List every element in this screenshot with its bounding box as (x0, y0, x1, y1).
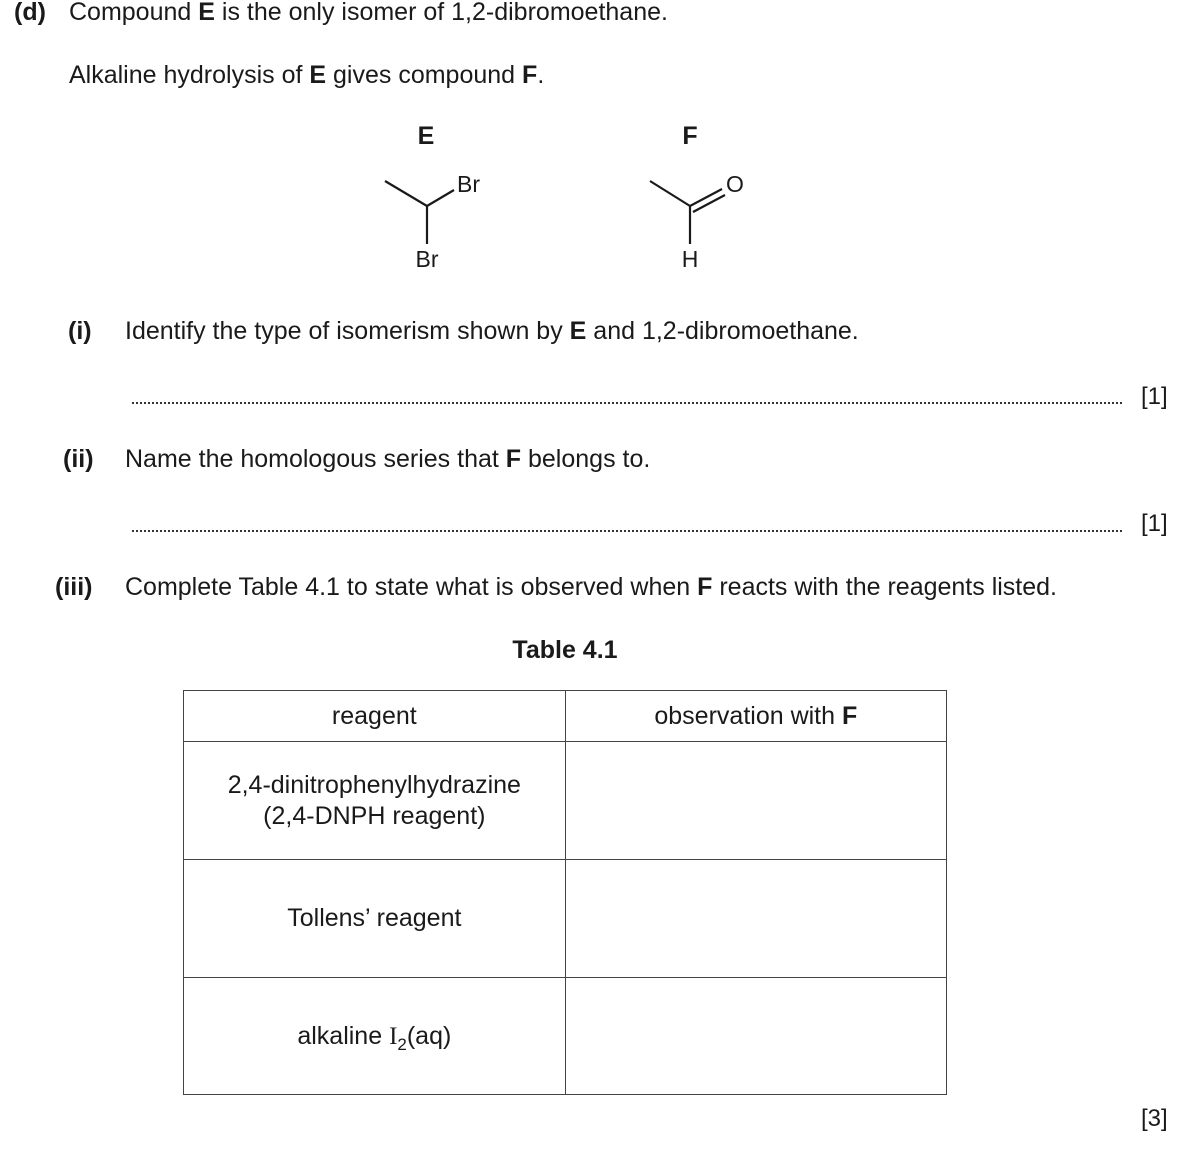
table-header-row (184, 691, 947, 742)
f-hydrogen: H (681, 246, 699, 272)
marks-i: [1] (1141, 383, 1168, 410)
f-oxygen: O (726, 171, 744, 197)
part-d-statement-2: Alkaline hydrolysis of E gives compound F. (69, 61, 545, 89)
question-ii-label: (ii) (63, 445, 94, 473)
answer-line-i[interactable] (132, 402, 1122, 404)
structures-figure (0, 0, 1190, 300)
question-ii-text: Name the homologous series that F belongs to. (125, 445, 651, 473)
answer-line-ii[interactable] (132, 530, 1122, 532)
reagent-cell: alkaline $I_2(aq)$ (184, 978, 566, 1095)
e-bromine-top: Br (457, 171, 480, 197)
reagent-dnph-name: 2,4-dinitrophenylhydrazine (227, 770, 521, 799)
reagent-cell (184, 742, 566, 860)
table-row (184, 978, 947, 1095)
compound-e-label: E (417, 122, 435, 150)
observation-table (183, 690, 947, 1095)
question-iii-label: (iii) (55, 573, 93, 601)
part-d-statement-1: Compound E is the only isomer of 1,2-dibromoethane. (69, 0, 668, 26)
marks-ii: [1] (1141, 510, 1168, 537)
question-i-text: Identify the type of isomerism shown by E and 1,2-dibromoethane. (125, 317, 859, 345)
part-d-label: (d) (14, 0, 46, 26)
table-row (184, 860, 947, 978)
reagent-cell: Tollens’ reagent (184, 860, 566, 978)
compound-f-label: F (682, 122, 698, 150)
e-bromine-bottom: Br (415, 246, 439, 272)
question-i-label: (i) (68, 317, 92, 345)
compound-f-structure (650, 122, 744, 272)
observation-cell-dnph[interactable] (565, 742, 946, 860)
header-reagent: reagent (184, 691, 566, 742)
table-row (184, 742, 947, 860)
marks-iii: [3] (1141, 1105, 1168, 1132)
compound-e-structure (385, 122, 480, 272)
observation-cell-iodine[interactable] (565, 978, 946, 1095)
reagent-dnph-abbrev: (2,4-DNPH reagent) (263, 801, 486, 830)
question-iii-text: Complete Table 4.1 to state what is observed when F reacts with the reagents listed. (125, 573, 1058, 601)
table-caption: Table 4.1 (512, 636, 618, 664)
observation-cell-tollens[interactable] (565, 860, 946, 978)
header-observation: observation with F (565, 691, 946, 742)
